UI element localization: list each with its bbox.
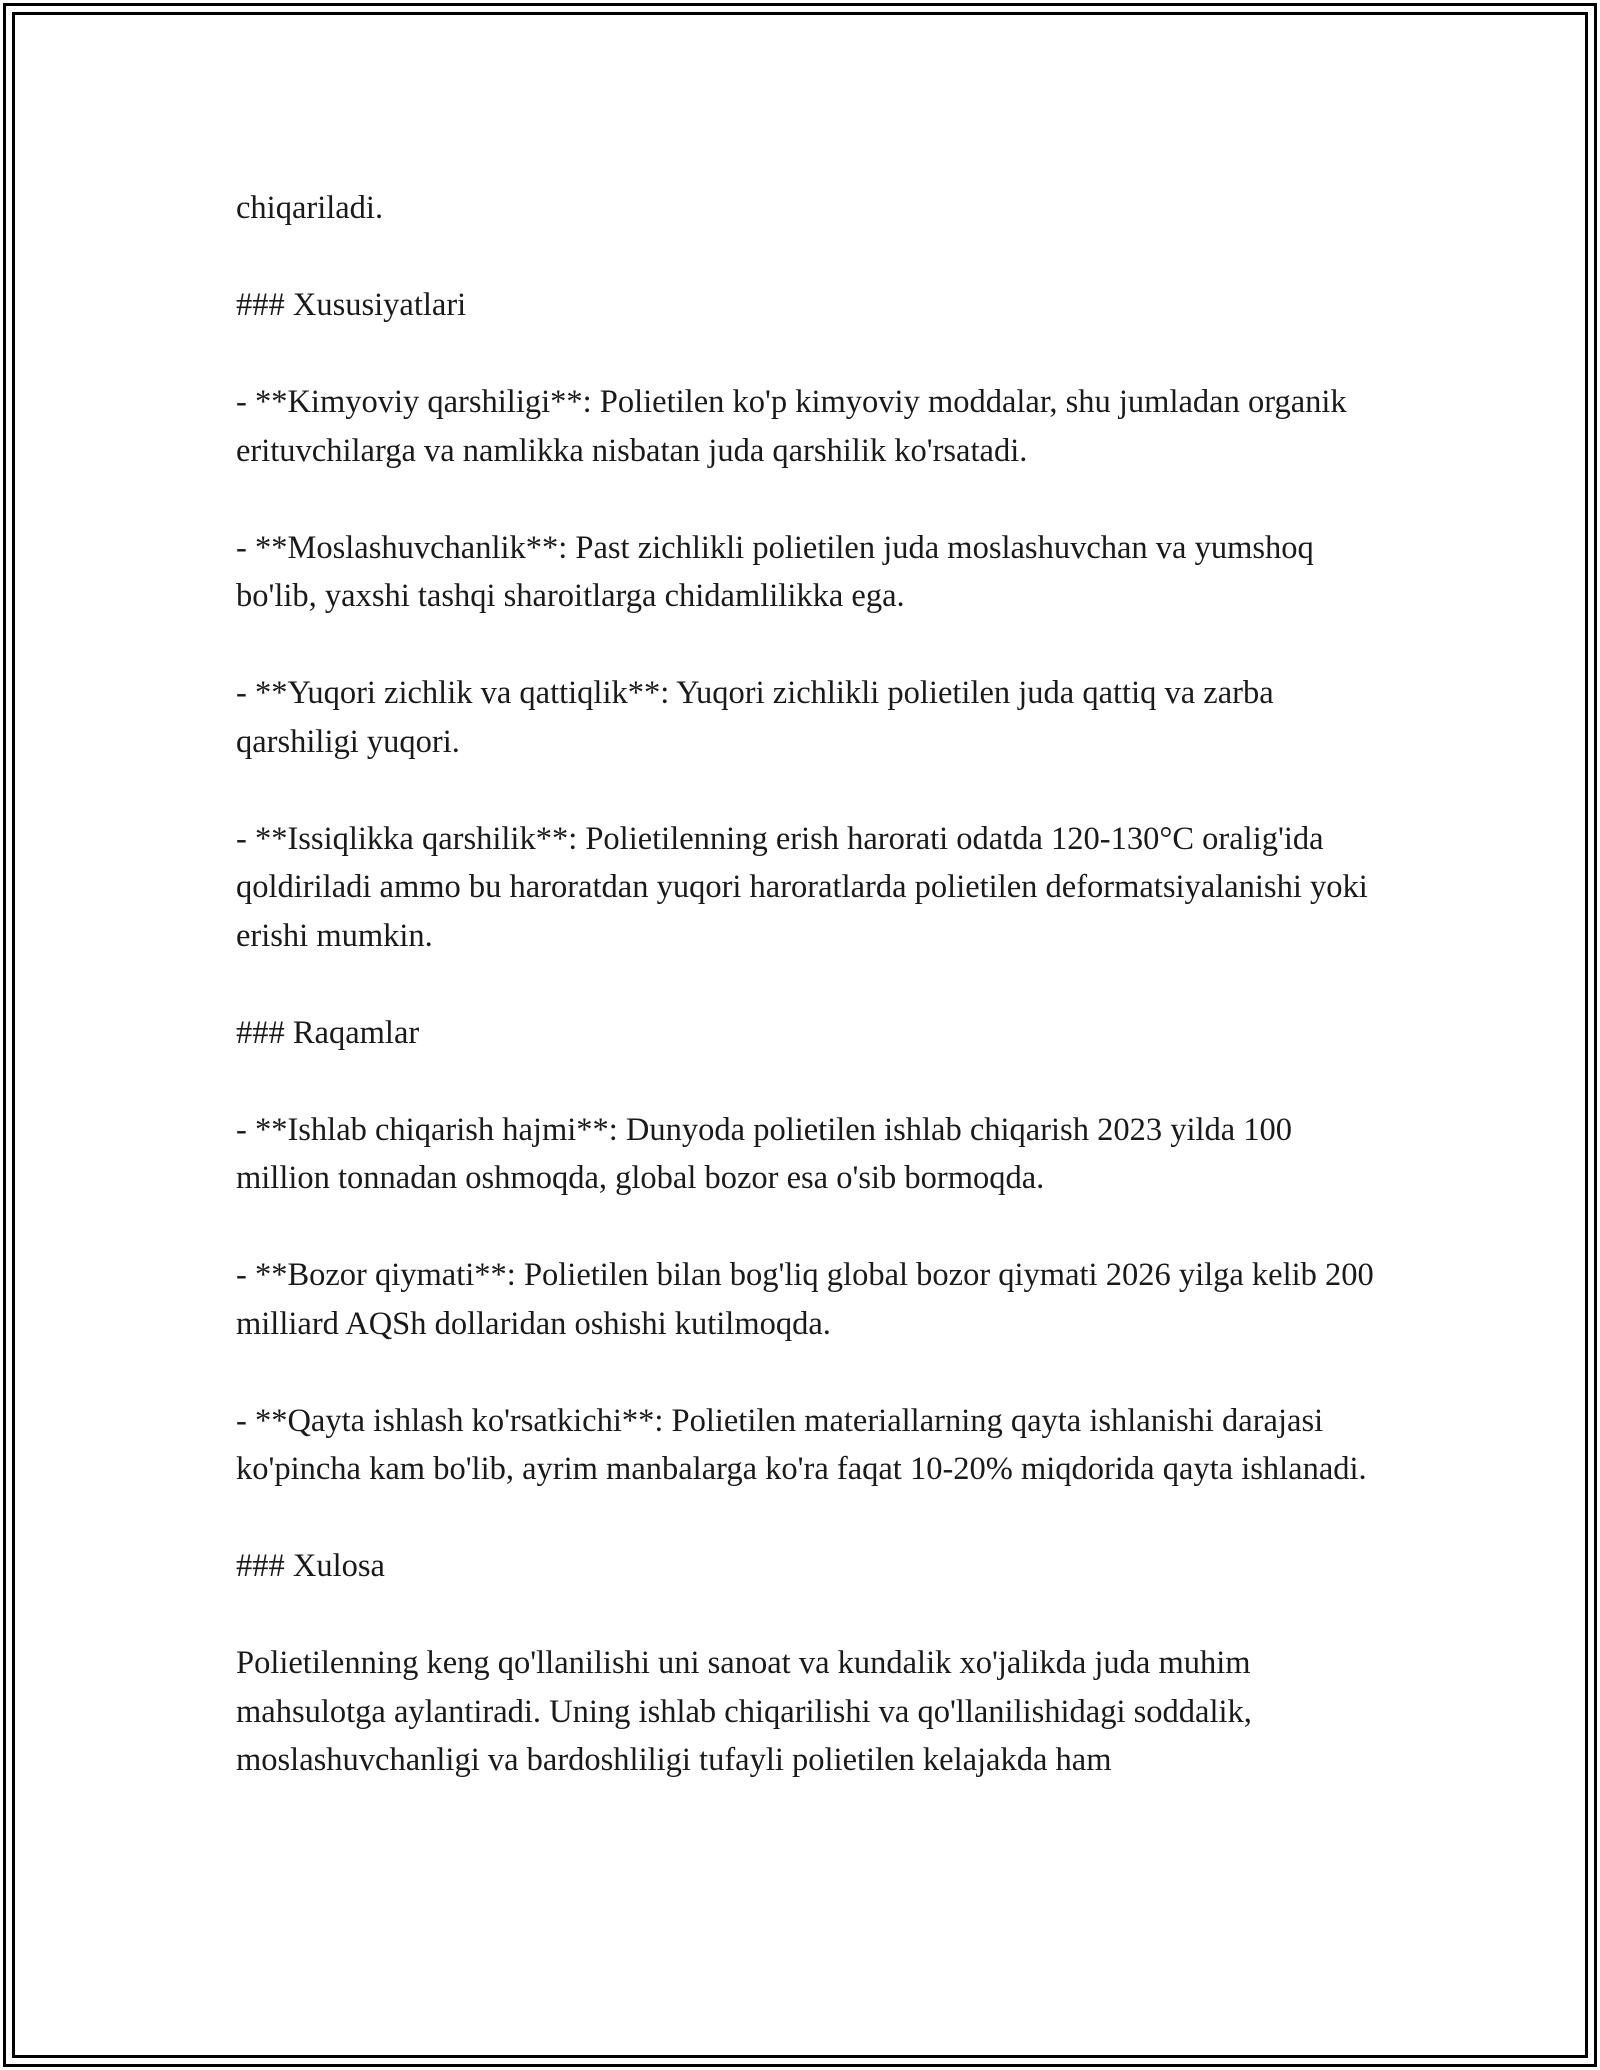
document-body [236,184,1376,1785]
section-heading: ### Xulosa [236,1548,385,1584]
paragraph: chiqariladi. [236,190,384,226]
list-item: - **Qayta ishlash ko'rsatkichi**: Polietilen materiallarning qayta ishlanishi darajasi ko'pincha kam bo'lib, ayrim manbalarga ko'ra faqat 10-20% miqdorida qayta ishlanadi. [236,1402,1367,1487]
list-item: - **Moslashuvchanlik**: Past zichlikli polietilen juda moslashuvchan va yumshoq bo'lib, yaxshi tashqi sharoitlarga chidamlilikka ega. [236,529,1314,614]
list-item: - **Bozor qiymati**: Polietilen bilan bog'liq global bozor qiymati 2026 yilga kelib 200 milliard AQSh dollaridan oshishi kutilmoqda. [236,1257,1374,1342]
list-item: - **Kimyoviy qarshiligi**: Polietilen ko'p kimyoviy moddalar, shu jumladan organik erituvchilarga va namlikka nisbatan juda qarshilik ko'rsatadi. [236,384,1347,469]
list-item: - **Issiqlikka qarshilik**: Polietilenning erish harorati odatda 120-130°C oralig'ida qoldiriladi ammo bu haroratdan yuqori haroratlarda polietilen deformatsiyalanishi yoki erishi mumkin. [236,820,1368,954]
section-heading: ### Xususiyatlari [236,287,467,323]
section-heading: ### Raqamlar [236,1014,420,1051]
list-item: - **Ishlab chiqarish hajmi**: Dunyoda polietilen ishlab chiqarish 2023 yilda 100 million tonnadan oshmoqda, global bozor esa o'sib bormoqda. [236,1111,1293,1196]
list-item: - **Yuqori zichlik va qattiqlik**: Yuqori zichlikli polietilen juda qattiq va zarba qarshiligi yuqori. [236,675,1274,760]
paragraph: Polietilenning keng qo'llanilishi uni sanoat va kundalik xo'jalikda juda muhim mahsulotga aylantiradi. Uning ishlab chiqarilishi va qo'llanilishidagi soddalik, moslashuvchanligi va bardoshliligi tufayli polietilen kelajakda ham [236,1645,1252,1778]
